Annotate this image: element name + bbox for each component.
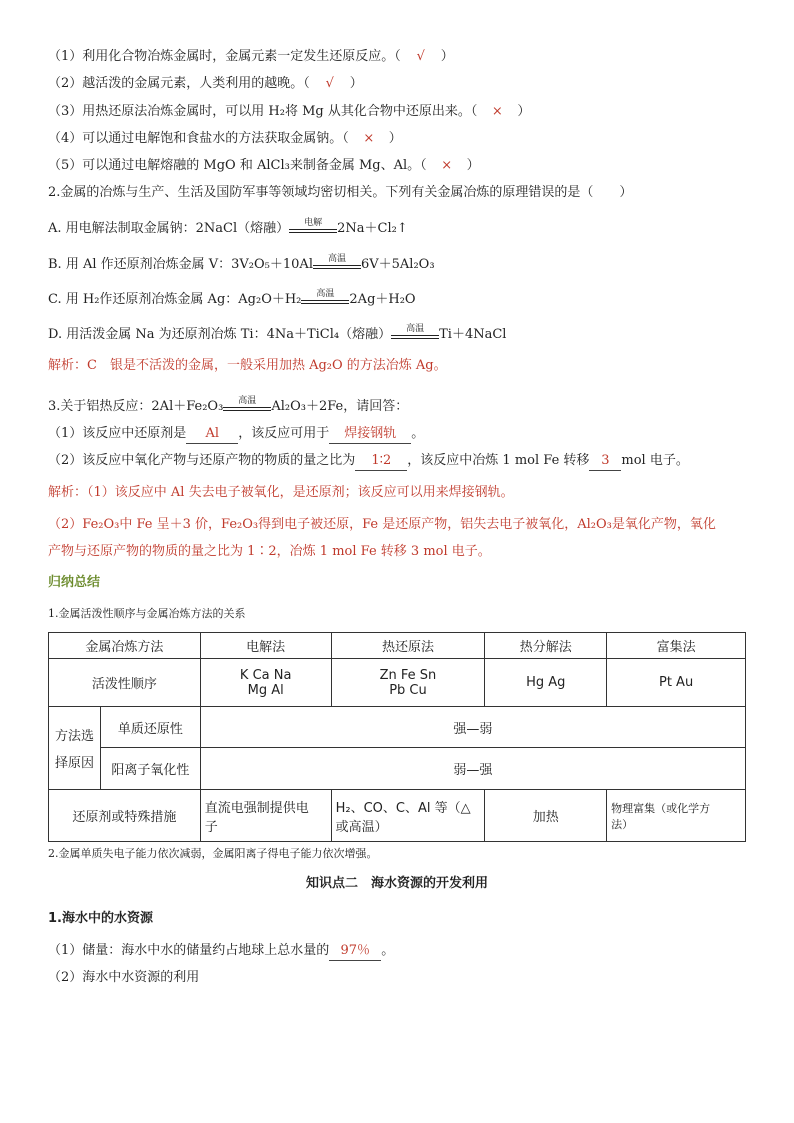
table-cell: 单质还原性 <box>100 707 200 748</box>
summary-heading: 归纳总结 <box>48 575 101 590</box>
check-mark: √ <box>416 49 425 64</box>
answer-blank: 1∶2 <box>355 452 407 471</box>
table-header: 热分解法 <box>485 633 607 659</box>
reaction-arrow: 高温 <box>223 398 271 416</box>
table-header: 热还原法 <box>331 633 485 659</box>
judge-item-5: （5）可以通过电解熔融的 MgO 和 AlCl₃来制备金属 Mg、Al。（ × ） <box>48 158 480 173</box>
table-header: 金属冶炼方法 <box>49 633 201 659</box>
q3-analysis-2a: （2）Fe₂O₃中 Fe 呈＋3 价，Fe₂O₃得到电子被还原，Fe 是还原产物，铝失去电子被氧化，Al₂O₃是氧化产物，氧化 <box>48 517 716 532</box>
table-cell: 直流电强制提供电 子 <box>200 790 331 842</box>
q2-stem: 2.金属的冶炼与生产、生活及国防军事等领域均密切相关。下列有关金属冶炼的原理错误的是（ ） <box>48 185 633 200</box>
check-mark: √ <box>325 76 334 91</box>
q3-analysis-1: 解析：（1）该反应中 Al 失去电子被氧化，是还原剂；该反应可以用来焊接钢轨。 <box>48 485 514 500</box>
answer-blank: Al <box>186 425 238 444</box>
reaction-arrow: 电解 <box>289 220 337 238</box>
cross-mark: × <box>491 104 503 119</box>
cross-mark: × <box>441 158 453 173</box>
summary-item-1: 1.金属活泼性顺序与金属冶炼方法的关系 <box>48 607 246 620</box>
summary-item-2: 2.金属单质失电子能力依次减弱，金属阳离子得电子能力依次增强。 <box>48 847 378 860</box>
table-cell: 方法选 择原因 <box>49 707 101 790</box>
table-header: 富集法 <box>607 633 746 659</box>
table-cell: Pt Au <box>607 659 746 707</box>
table-cell: 还原剂或特殊措施 <box>49 790 201 842</box>
section2-p1: （1）储量：海水中水的储量约占地球上总水量的 97％ 。 <box>48 942 394 961</box>
table-row <box>49 659 746 707</box>
table-header: 电解法 <box>200 633 331 659</box>
q3-part-1: （1）该反应中还原剂是 Al ，该反应可用于 焊接钢轨 。 <box>48 425 424 444</box>
answer-blank: 97％ <box>329 942 381 961</box>
section-title: 知识点二 海水资源的开发利用 <box>305 876 488 891</box>
cross-mark: × <box>363 131 375 146</box>
table-cell: 弱—强 <box>200 748 745 790</box>
q2-option-b: B. 用 Al 作还原剂冶炼金属 V：3V₂O₅＋10Al 高温 6V＋5Al₂O₃ <box>48 254 435 272</box>
table-row <box>49 707 746 748</box>
q2-option-c: C. 用 H₂作还原剂冶炼金属 Ag：Ag₂O＋H₂ 高温 2Ag＋H₂O <box>48 289 416 307</box>
q3-analysis-2b: 产物与还原产物的物质的量之比为 1∶2，冶炼 1 mol Fe 转移 3 mol 电子。 <box>48 544 491 559</box>
judge-item-1: （1）利用化合物冶炼金属时，金属元素一定发生还原反应。（ √ ） <box>48 49 454 64</box>
table-cell: 物理富集（或化学方 法） <box>607 790 746 842</box>
subsection-title: 1.海水中的水资源 <box>48 911 153 926</box>
reaction-arrow: 高温 <box>313 256 361 274</box>
q3-stem: 3.关于铝热反应：2Al＋Fe₂O₃ 高温 Al₂O₃＋2Fe，请回答： <box>48 396 409 414</box>
answer-blank: 焊接钢轨 <box>329 425 411 444</box>
table-cell: Hg Ag <box>485 659 607 707</box>
reaction-arrow: 高温 <box>391 326 439 344</box>
table-row <box>49 790 746 842</box>
q2-option-a: A. 用电解法制取金属钠：2NaCl（熔融） 电解 2Na＋Cl₂↑ <box>48 218 408 236</box>
judge-item-3: （3）用热还原法冶炼金属时，可以用 H₂将 Mg 从其化合物中还原出来。（ × ） <box>48 104 531 119</box>
table-cell: H₂、CO、C、Al 等（△ 或高温） <box>331 790 485 842</box>
answer-blank: 3 <box>589 452 621 471</box>
table-cell: K Ca Na Mg Al <box>200 659 331 707</box>
q2-analysis: 解析：C 银是不活泼的金属，一般采用加热 Ag₂O 的方法冶炼 Ag。 <box>48 358 447 373</box>
q3-part-2: （2）该反应中氧化产物与还原产物的物质的量之比为 1∶2 ，该反应中冶炼 1 mol Fe 转移 3 mol 电子。 <box>48 452 689 471</box>
table-row <box>49 748 746 790</box>
q2-option-d: D. 用活泼金属 Na 为还原剂冶炼 Ti：4Na＋TiCl₄（熔融） 高温 Ti＋4NaCl <box>48 324 507 342</box>
judge-item-4: （4）可以通过电解饱和食盐水的方法获取金属钠。（ × ） <box>48 131 402 146</box>
reaction-arrow: 高温 <box>301 291 349 309</box>
table-cell: 强—弱 <box>200 707 745 748</box>
table-cell: 加热 <box>485 790 607 842</box>
judge-item-2: （2）越活泼的金属元素，人类利用的越晚。（ √ ） <box>48 76 363 91</box>
summary-table <box>48 632 746 842</box>
table-row <box>49 633 746 659</box>
table-cell: 活泼性顺序 <box>49 659 201 707</box>
table-cell: 阳离子氧化性 <box>100 748 200 790</box>
table-cell: Zn Fe Sn Pb Cu <box>331 659 485 707</box>
section2-p2: （2）海水中水资源的利用 <box>48 970 200 985</box>
